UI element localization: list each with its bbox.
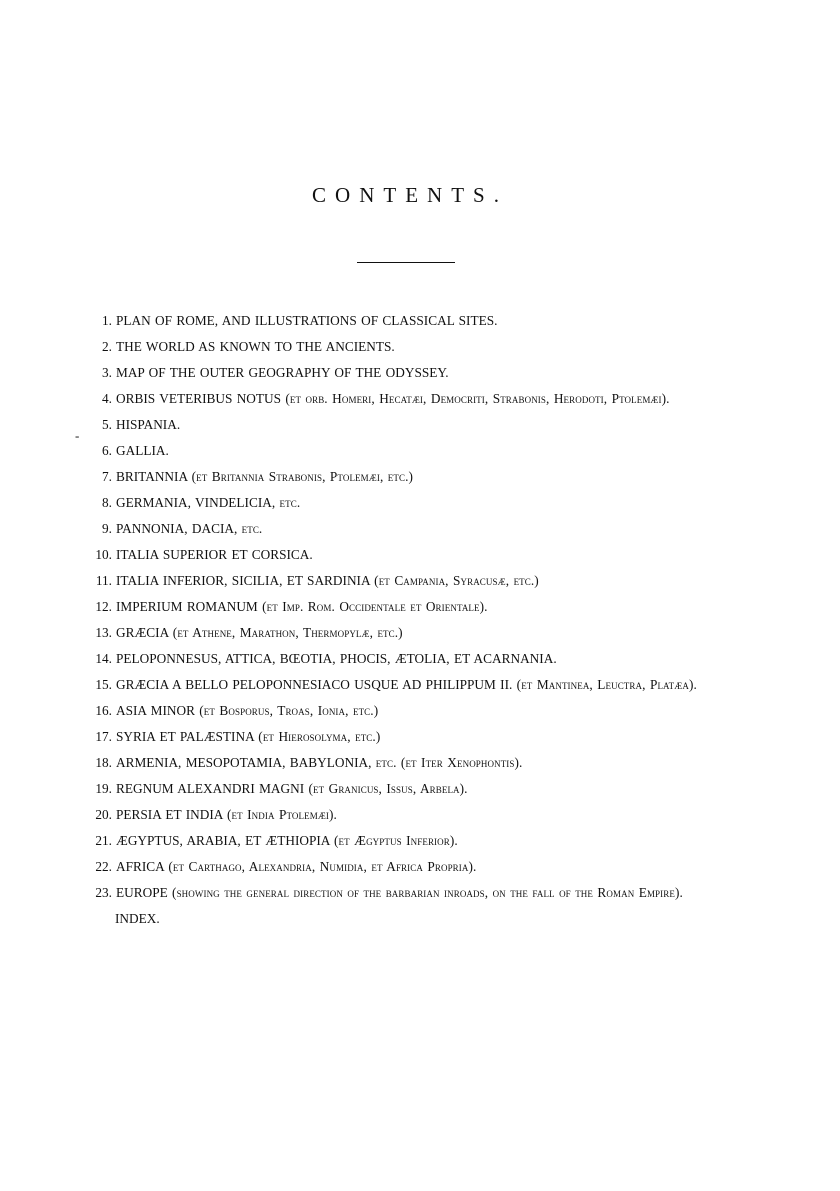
entry-title: ARMENIA, MESOPOTAMIA, BABYLONIA, <box>116 755 372 770</box>
entry-subtitle: etc. (et Iter Xenophontis). <box>375 755 523 770</box>
entry-number: 17. <box>95 729 112 744</box>
entry-title: ITALIA SUPERIOR ET CORSICA. <box>116 547 313 562</box>
contents-entry-6 <box>88 442 738 460</box>
entry-subtitle: (et Imp. Rom. Occidentale et Orientale). <box>262 599 488 614</box>
entry-title: ASIA MINOR <box>116 703 195 718</box>
entry-number: 18. <box>95 755 112 770</box>
entry-title: IMPERIUM ROMANUM <box>116 599 258 614</box>
entry-title: GERMANIA, VINDELICIA, <box>116 495 276 510</box>
entry-number: 22. <box>95 859 112 874</box>
entry-title: SYRIA ET PALÆSTINA <box>116 729 254 744</box>
contents-entry-1 <box>88 312 738 330</box>
entry-number: 13. <box>95 625 112 640</box>
entry-number: 4. <box>102 391 112 406</box>
entry-title: PERSIA ET INDIA <box>116 807 223 822</box>
entry-number: 11. <box>95 573 112 588</box>
contents-entry-5 <box>88 416 738 434</box>
index-label: INDEX. <box>115 911 160 926</box>
entry-subtitle: (et Bosporus, Troas, Ionia, etc.) <box>199 703 379 718</box>
contents-index <box>88 910 738 928</box>
entry-number: 7. <box>102 469 112 484</box>
contents-entry-17 <box>88 728 738 746</box>
entry-subtitle: (et Carthago, Alexandria, Numidia, et Africa Propria). <box>168 859 477 874</box>
contents-entry-10 <box>88 546 738 564</box>
entry-title: ORBIS VETERIBUS NOTUS <box>116 391 282 406</box>
contents-entry-19 <box>88 780 738 798</box>
entry-title: HISPANIA. <box>116 417 181 432</box>
entry-subtitle: (et Ægyptus Inferior). <box>334 833 458 848</box>
entry-title: ÆGYPTUS, ARABIA, ET ÆTHIOPIA <box>116 833 330 848</box>
contents-entry-7 <box>88 468 738 486</box>
entry-number: 5. <box>102 417 112 432</box>
contents-entry-11 <box>88 572 738 590</box>
entry-subtitle: (et Hierosolyma, etc.) <box>258 729 381 744</box>
entry-number: 6. <box>102 443 112 458</box>
contents-entry-14 <box>88 650 738 668</box>
entry-subtitle: (et Granicus, Issus, Arbela). <box>308 781 468 796</box>
entry-number: 3. <box>102 365 112 380</box>
entry-title: AFRICA <box>116 859 165 874</box>
entry-subtitle: (et Campania, Syracusæ, etc.) <box>374 573 539 588</box>
entry-title: ITALIA INFERIOR, SICILIA, ET SARDINIA <box>116 573 370 588</box>
entry-title: PELOPONNESUS, ATTICA, BŒOTIA, PHOCIS, ÆTOLIA, ET ACARNANIA. <box>116 651 557 666</box>
contents-entry-20 <box>88 806 738 824</box>
entry-number: 9. <box>102 521 112 536</box>
contents-entry-12 <box>88 598 738 616</box>
entry-title: MAP OF THE OUTER GEOGRAPHY OF THE ODYSSEY. <box>116 365 449 380</box>
contents-entry-13 <box>88 624 738 642</box>
entry-subtitle: etc. <box>241 521 263 536</box>
contents-entry-3 <box>88 364 738 382</box>
entry-title: PLAN OF ROME, AND ILLUSTRATIONS OF CLASSICAL SITES. <box>116 313 498 328</box>
contents-entry-4 <box>88 390 738 408</box>
entry-title: GRÆCIA <box>116 625 169 640</box>
entry-title: GALLIA. <box>116 443 169 458</box>
margin-mark: - <box>75 428 80 443</box>
entry-number: 23. <box>95 885 112 900</box>
entry-number: 2. <box>102 339 112 354</box>
entry-number: 15. <box>95 677 112 692</box>
contents-entry-21 <box>88 832 738 850</box>
entry-subtitle: (et Britannia Strabonis, Ptolemæi, etc.) <box>191 469 414 484</box>
title-rule <box>357 262 455 263</box>
entry-subtitle: (showing the general direction of the barbarian inroads, on the fall of the Roman Empire). <box>172 885 683 900</box>
entry-subtitle: etc. <box>279 495 301 510</box>
entry-number: 8. <box>102 495 112 510</box>
entry-subtitle: (et orb. Homeri, Hecatæi, Democriti, Strabonis, Herodoti, Ptolemæi). <box>285 391 670 406</box>
entry-number: 19. <box>95 781 112 796</box>
contents-list <box>88 312 738 936</box>
entry-subtitle: (et Mantinea, Leuctra, Platæa). <box>516 677 697 692</box>
contents-entry-16 <box>88 702 738 720</box>
entry-title: GRÆCIA A BELLO PELOPONNESIACO USQUE AD PHILIPPUM II. <box>116 677 513 692</box>
entry-number: 1. <box>102 313 112 328</box>
entry-subtitle: (et Athene, Marathon, Thermopylæ, etc.) <box>172 625 403 640</box>
page-title: CONTENTS. <box>312 183 508 207</box>
entry-number: 21. <box>95 833 112 848</box>
entry-title: PANNONIA, DACIA, <box>116 521 238 536</box>
entry-number: 20. <box>95 807 112 822</box>
contents-entry-15 <box>88 676 738 694</box>
entry-number: 14. <box>95 651 112 666</box>
entry-subtitle: (et India Ptolemæi). <box>227 807 337 822</box>
contents-entry-23 <box>88 884 738 902</box>
entry-title: REGNUM ALEXANDRI MAGNI <box>116 781 305 796</box>
contents-entry-2 <box>88 338 738 356</box>
contents-entry-22 <box>88 858 738 876</box>
contents-entry-18 <box>88 754 738 772</box>
entry-number: 16. <box>95 703 112 718</box>
contents-entry-9 <box>88 520 738 538</box>
entry-title: BRITANNIA <box>116 469 188 484</box>
entry-number: 10. <box>95 547 112 562</box>
entry-title: THE WORLD AS KNOWN TO THE ANCIENTS. <box>116 339 395 354</box>
entry-title: EUROPE <box>116 885 168 900</box>
contents-entry-8 <box>88 494 738 512</box>
entry-number: 12. <box>95 599 112 614</box>
